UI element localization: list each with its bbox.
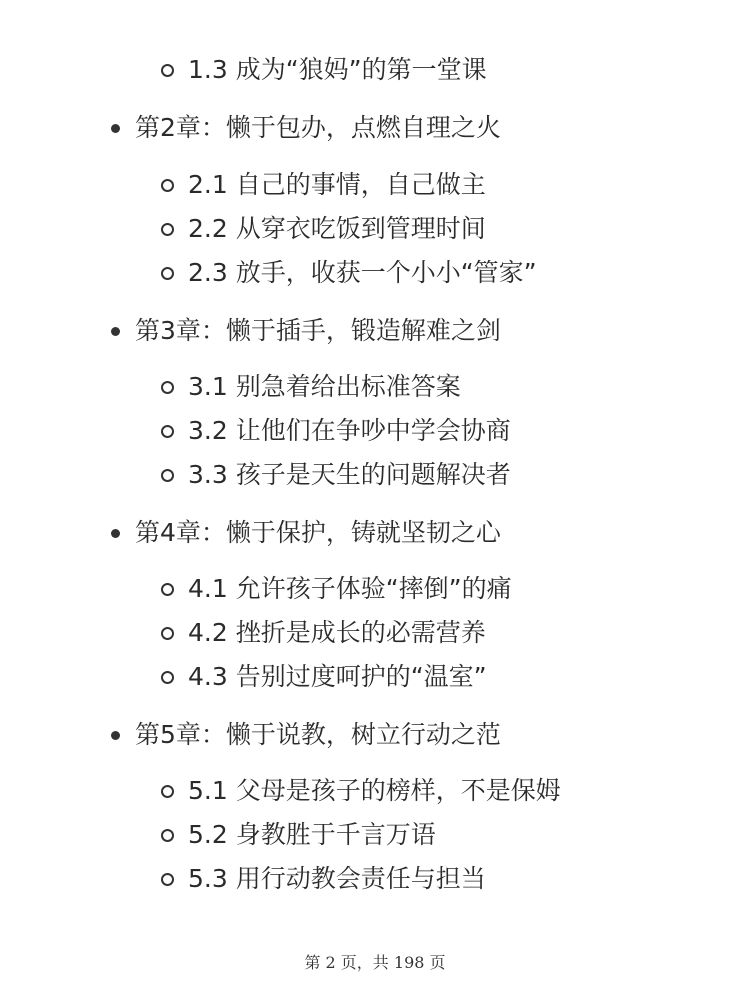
toc-chapter-item [135,717,501,753]
hollow-bullet-icon [161,64,174,77]
hollow-bullet-icon [161,583,174,596]
toc-section-label: 2.2 从穿衣吃饭到管理时间 [188,214,486,243]
toc-section-label: 2.1 自己的事情，自己做主 [188,170,486,199]
toc-section-item [188,369,461,405]
toc-section-item [188,167,486,203]
toc-section-label: 4.1 允许孩子体验“摔倒”的痛 [188,574,512,603]
toc-section-label: 5.3 用行动教会责任与担当 [188,864,486,893]
toc-section-item [188,255,537,291]
toc-section-label: 2.3 放手，收获一个小小“管家” [188,258,537,287]
toc-section-item [188,457,511,493]
toc-section-item [188,861,486,897]
toc-section-item [188,571,512,607]
hollow-bullet-icon [161,785,174,798]
solid-bullet-icon [111,529,120,538]
hollow-bullet-icon [161,223,174,236]
toc-chapter-item [135,110,501,146]
solid-bullet-icon [111,327,120,336]
toc-chapter-item [135,313,501,349]
toc-section-item [188,52,487,88]
solid-bullet-icon [111,124,120,133]
toc-section-item [188,817,436,853]
hollow-bullet-icon [161,829,174,842]
toc-section-item [188,773,561,809]
toc-section-label: 3.2 让他们在争吵中学会协商 [188,416,511,445]
toc-chapter-label: 第3章：懒于插手，锻造解难之剑 [135,316,501,345]
hollow-bullet-icon [161,671,174,684]
hollow-bullet-icon [161,179,174,192]
toc-section-label: 4.2 挫折是成长的必需营养 [188,618,486,647]
toc-section-item [188,211,486,247]
toc-section-label: 1.3 成为“狼妈”的第一堂课 [188,55,487,84]
hollow-bullet-icon [161,267,174,280]
hollow-bullet-icon [161,873,174,886]
hollow-bullet-icon [161,381,174,394]
toc-chapter-label: 第5章：懒于说教，树立行动之范 [135,720,501,749]
toc-section-label: 4.3 告别过度呵护的“温室” [188,662,487,691]
solid-bullet-icon [111,731,120,740]
toc-section-label: 5.1 父母是孩子的榜样，不是保姆 [188,776,561,805]
toc-section-item [188,413,511,449]
toc-chapter-label: 第4章：懒于保护，铸就坚韧之心 [135,518,501,547]
hollow-bullet-icon [161,627,174,640]
page-footer [0,950,750,973]
hollow-bullet-icon [161,425,174,438]
toc-chapter-item [135,515,501,551]
toc-section-label: 3.3 孩子是天生的问题解决者 [188,460,511,489]
toc-chapter-label: 第2章：懒于包办，点燃自理之火 [135,113,501,142]
toc-section-label: 3.1 别急着给出标准答案 [188,372,461,401]
toc-section-item [188,615,486,651]
hollow-bullet-icon [161,469,174,482]
toc-section-label: 5.2 身教胜于千言万语 [188,820,436,849]
toc-section-item [188,659,487,695]
page-number-text: 第 2 页，共 198 页 [304,953,446,972]
